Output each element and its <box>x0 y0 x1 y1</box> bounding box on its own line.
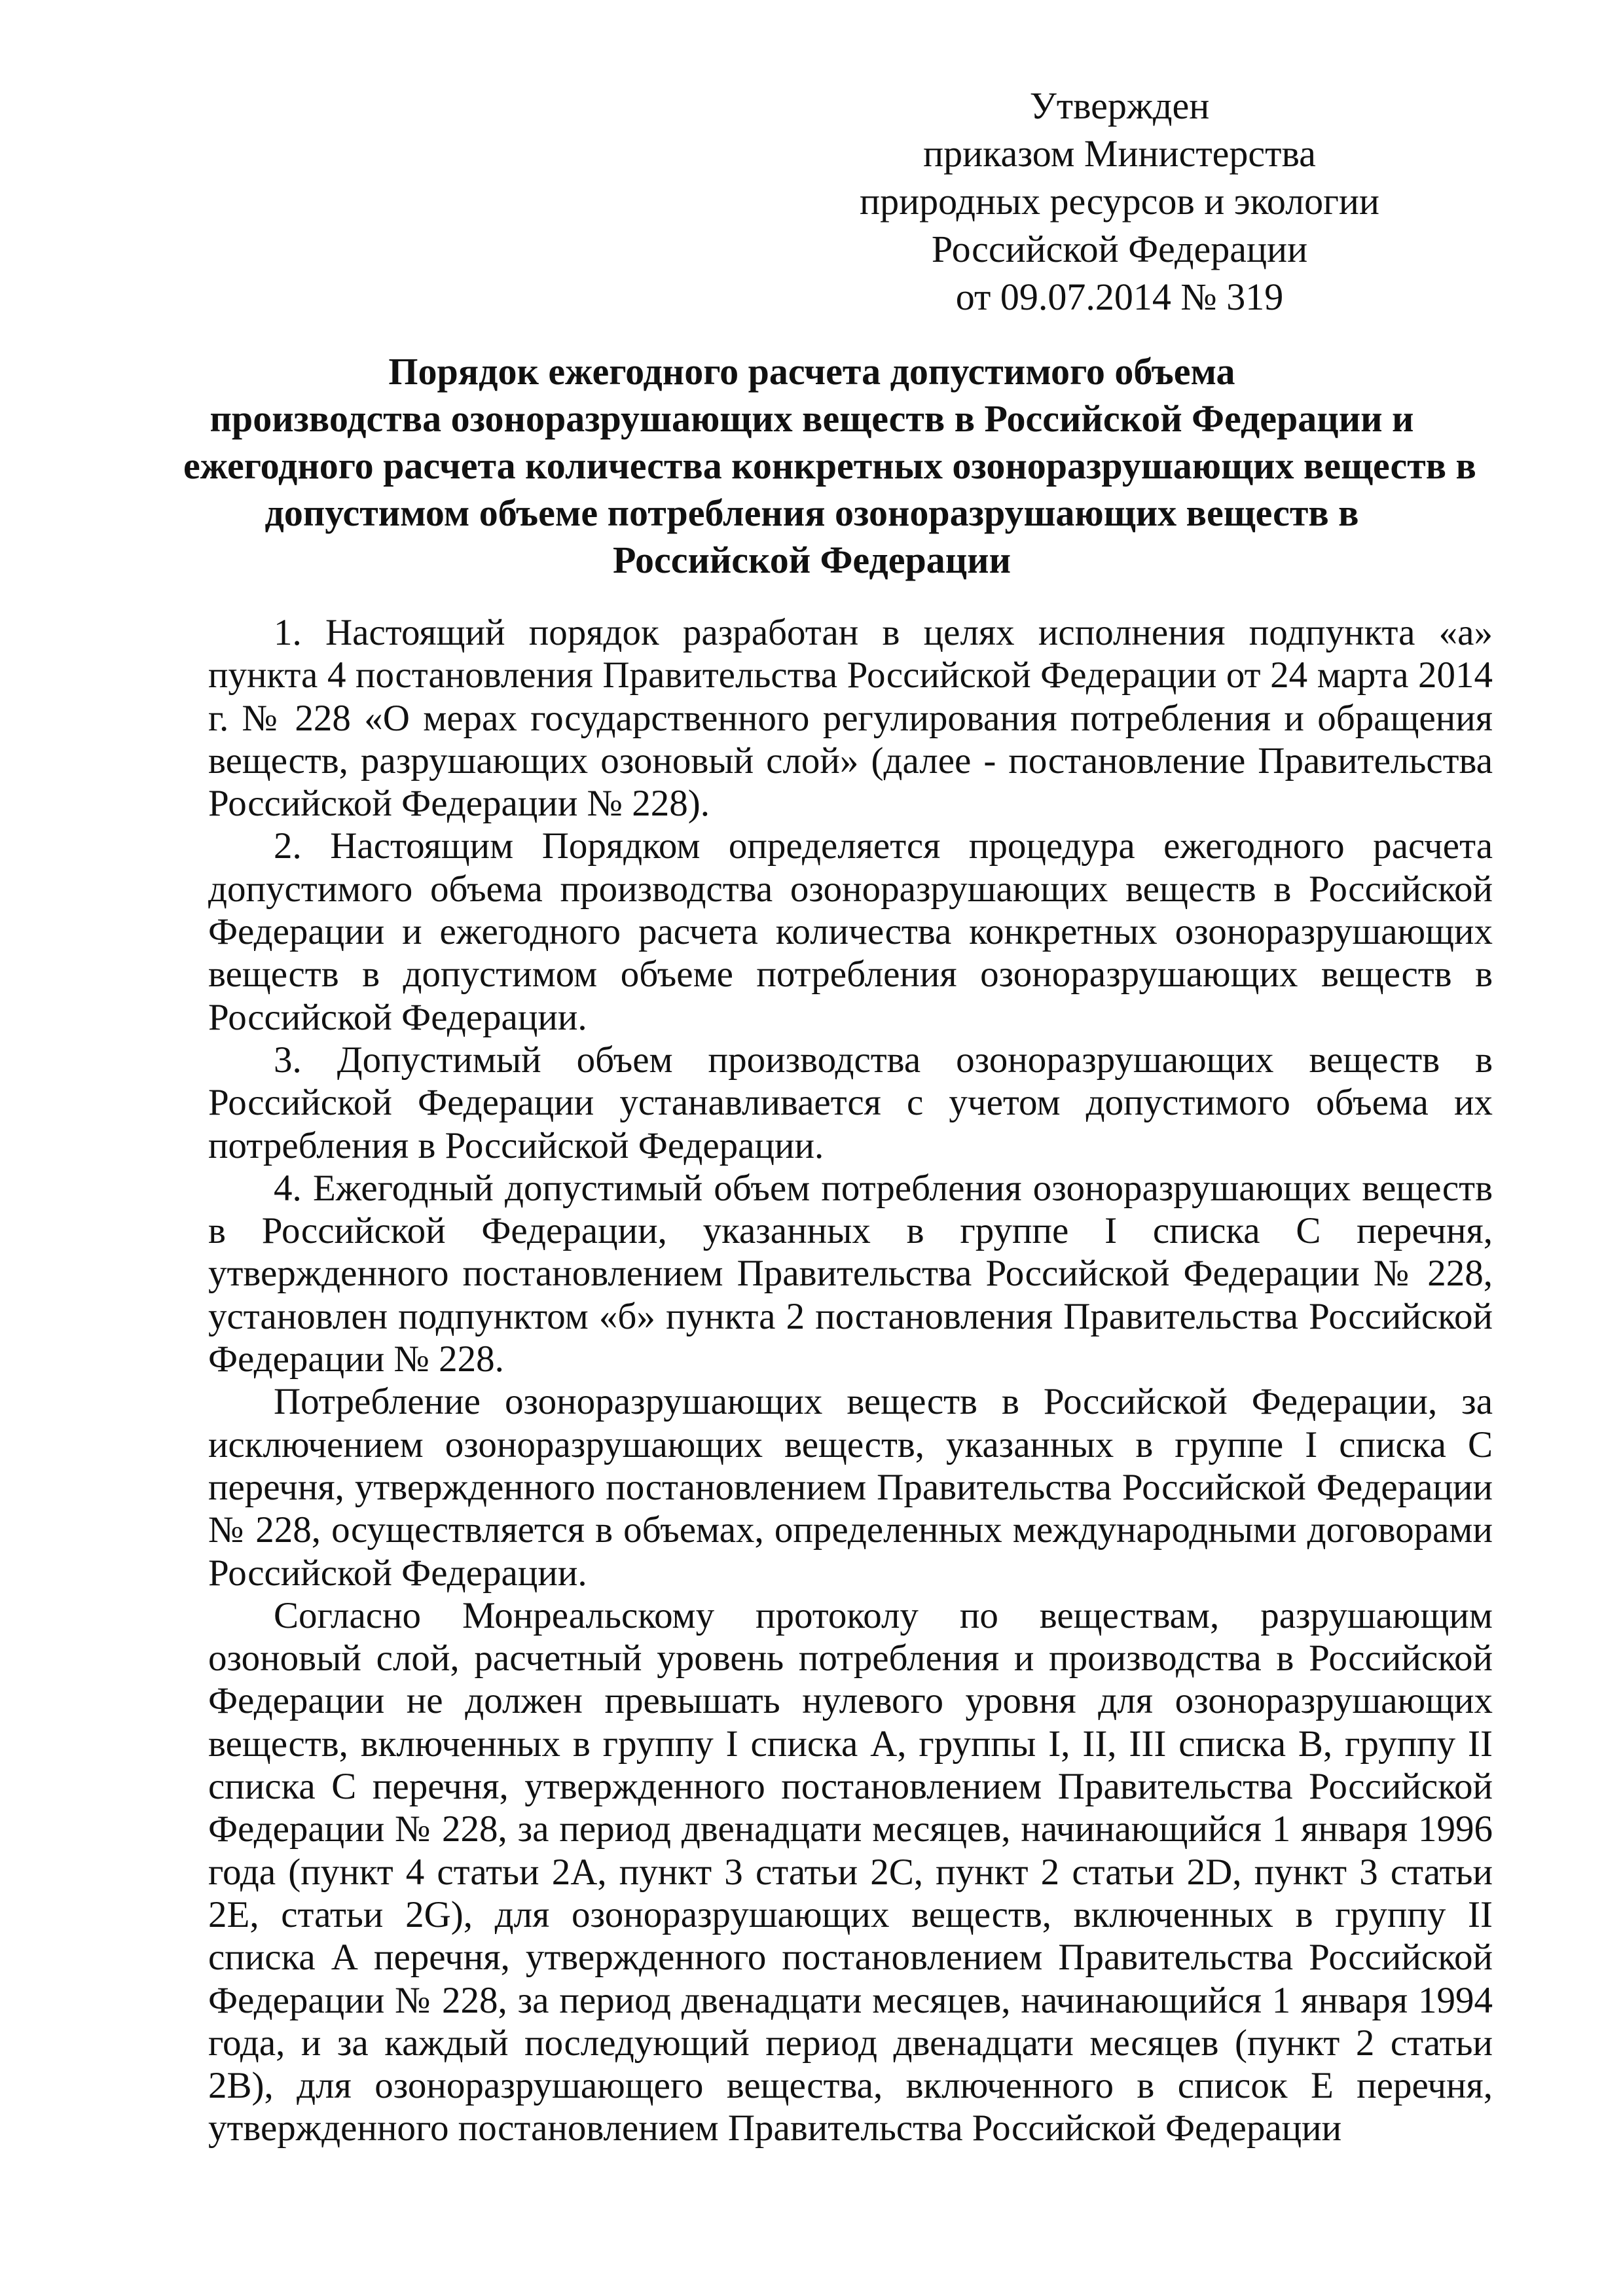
paragraph-4: 4. Ежегодный допустимый объем потребления озоноразрушающих веществ в Российской Федерации, указанных в группе I списка С перечня, утвержденного постановлением Правительства Российской Федерации № 228, установлен подпунктом «б» пункта 2 постановления Правительства Российской Федерации № 228. <box>208 1167 1493 1380</box>
paragraph-6: Согласно Монреальскому протоколу по веществам, разрушающим озоновый слой, расчетный уровень потребления и производства в Российской Федерации не должен превышать нулевого уровня для озоноразрушающих веществ, включенных в группу I списка А, группы I, II, III списка В, группу II списка С перечня, утвержденного постановлением Правительства Российской Федерации № 228, за период двенадцати месяцев, начинающийся 1 января 1996 года (пункт 4 статьи 2А, пункт 3 статьи 2С, пункт 2 статьи 2D, пункт 3 статьи 2Е, статьи 2G), для озоноразрушающих веществ, включенных в группу II списка А перечня, утвержденного постановлением Правительства Российской Федерации № 228, за период двенадцати месяцев, начинающийся 1 января 1994 года, и за каждый последующий период двенадцати месяцев (пункт 2 статьи 2В), для озоноразрушающего вещества, включенного в список Е перечня, утвержденного постановлением Правительства Российской Федерации <box>208 1594 1493 2149</box>
paragraph-2: 2. Настоящим Порядком определяется процедура ежегодного расчета допустимого объема производства озоноразрушающих веществ в Российской Федерации и ежегодного расчета количества конкретных озоноразрушающих веществ в допустимом объеме потребления озоноразрушающих веществ в Российской Федерации. <box>208 825 1493 1038</box>
title-line: Порядок ежегодного расчета допустимого объема <box>388 350 1235 393</box>
title-line: производства озоноразрушающих веществ в Российской Федерации и <box>210 397 1414 440</box>
approval-line: Утвержден <box>1029 84 1210 127</box>
document-title <box>183 348 1476 584</box>
title-line: допустимом объеме потребления озоноразрушающих веществ в <box>264 492 1359 534</box>
approval-line: от 09.07.2014 № 319 <box>955 276 1284 318</box>
title-line: ежегодного расчета количества конкретных озоноразрушающих веществ в <box>183 444 1476 487</box>
title-line: Российской Федерации <box>612 539 1011 581</box>
approval-stamp <box>799 82 1440 321</box>
approval-line: Российской Федерации <box>931 228 1308 270</box>
document-body <box>208 611 1493 2150</box>
paragraph-5: Потребление озоноразрушающих веществ в Российской Федерации, за исключением озоноразрушающих веществ, указанных в группе I списка С перечня, утвержденного постановлением Правительства Российской Федерации № 228, осуществляется в объемах, определенных международными договорами Российской Федерации. <box>208 1381 1493 1594</box>
paragraph-3: 3. Допустимый объем производства озоноразрушающих веществ в Российской Федерации устанавливается с учетом допустимого объема их потребления в Российской Федерации. <box>208 1039 1493 1166</box>
approval-line: природных ресурсов и экологии <box>860 180 1379 223</box>
approval-line: приказом Министерства <box>923 132 1316 175</box>
paragraph-1: 1. Настоящий порядок разработан в целях исполнения подпункта «а» пункта 4 постановления Правительства Российской Федерации от 24 марта 2014 г. № 228 «О мерах государственного регулирования потребления и обращения веществ, разрушающих озоновый слой» (далее - постановление Правительства Российской Федерации № 228). <box>208 612 1493 825</box>
